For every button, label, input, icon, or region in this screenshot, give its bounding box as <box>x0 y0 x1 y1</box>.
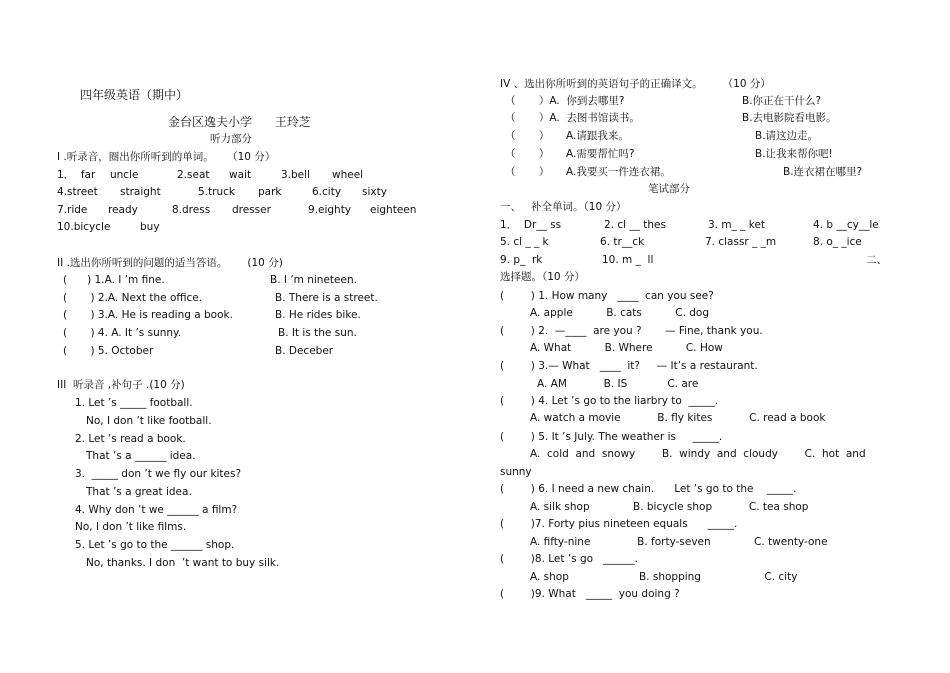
section2-question: ( ) 2.A. Next the office. <box>63 292 203 304</box>
word-option: park <box>258 186 282 198</box>
word-blank: 8. o_ _ice <box>813 236 862 248</box>
word-option: dresser <box>232 204 271 216</box>
section6-question: ( ) 6. I need a new chain. Let ’s go to the _____. <box>500 483 797 495</box>
section4-heading: IV 、选出你所听到的英语句子的正确译文。 （10 分） <box>500 78 771 90</box>
section4-option-b: B.让我来帮你吧! <box>755 148 833 160</box>
section3-line: No, I don ’t like films. <box>75 521 187 533</box>
section3-line: 5. Let ’s go to the ______ shop. <box>75 539 235 551</box>
word-option: 8.dress <box>172 204 211 216</box>
section2-question: ( ) 5. October <box>63 345 154 357</box>
word-option: 4.street <box>57 186 98 198</box>
school-teacher: 金台区逸夫小学 王玲芝 <box>168 115 311 129</box>
word-blank: 3. m_ _ ket <box>708 219 766 231</box>
section6-heading: 选择题。（10 分） <box>500 271 585 283</box>
section6-options: A. watch a movie B. fly kites C. read a book <box>530 412 826 424</box>
word-option: 9.eighty <box>308 204 352 216</box>
section4-option-b: B.请这边走。 <box>755 130 819 142</box>
section5-heading: 一、 补全单词。（10 分） <box>500 201 627 213</box>
section4-item: （ ） A.请跟我来。 <box>505 130 629 142</box>
word-option: ready <box>108 204 138 216</box>
section3-line: That ’s a great idea. <box>86 486 192 498</box>
section6-number: 二、 <box>866 254 887 266</box>
section3-line: No, thanks. I don ’t want to buy silk. <box>86 557 280 569</box>
section6-options: A. AM B. IS C. are <box>537 378 699 390</box>
section3-line: No, I don ’t like football. <box>86 415 212 427</box>
section6-question: ( )8. Let ’s go ______. <box>500 553 638 565</box>
word-option: 6.city <box>312 186 342 198</box>
section3-line: That ’s a ______ idea. <box>86 450 196 462</box>
word-option: uncle <box>110 169 139 181</box>
section4-option-b: B.你正在干什么? <box>742 95 822 107</box>
section1-heading: I .听录音，圈出你所听到的单词。 （10 分） <box>57 151 276 163</box>
section2-option-b: B. There is a street. <box>275 292 378 304</box>
section6-question: ( )9. What _____ you doing ? <box>500 588 680 600</box>
listening-part-heading: 听力部分 <box>210 133 252 145</box>
section4-option-b: B.连衣裙在哪里? <box>783 166 863 178</box>
section2-option-b: B. I ’m nineteen. <box>270 274 357 286</box>
section3-line: 3. _____ don ’t we fly our kites? <box>75 468 242 480</box>
section6-question: ( )7. Forty pius nineteen equals _____. <box>500 518 738 530</box>
doc-title: 四年级英语（期中） <box>80 88 189 102</box>
section6-question: ( ) 1. How many ____ can you see? <box>500 290 714 302</box>
word-blank: 1． Dr__ ss <box>500 219 562 231</box>
section2-option-b: B. It is the sun. <box>278 327 357 339</box>
section2-question: ( ) 3.A. He is reading a book. <box>63 309 233 321</box>
section3-line: 1. Let ’s _____ football. <box>75 397 193 409</box>
word-option: wait <box>229 169 252 181</box>
section2-option-b: B. He rides bike. <box>275 309 361 321</box>
word-option: buy <box>140 221 160 233</box>
word-option: eighteen <box>370 204 417 216</box>
section6-options: A. silk shop B. bicycle shop C. tea shop <box>530 501 809 513</box>
word-option: 7.ride <box>57 204 88 216</box>
word-option: 10.bicycle <box>57 221 111 233</box>
written-part-heading: 笔试部分 <box>648 183 690 195</box>
section4-item: （ ）A. 去图书馆读书。 <box>505 112 640 124</box>
section6-options: A. apple B. cats C. dog <box>530 307 710 319</box>
section4-item: （ ） A.我要买一件连衣裙。 <box>505 166 671 178</box>
section4-item: （ ）A. 你到去哪里? <box>505 95 625 107</box>
section6-options: A. cold and snowy B. windy and cloudy C. hot and <box>530 448 866 460</box>
section3-line: 4. Why don ’t we ______ a film? <box>75 504 238 516</box>
word-blank: 4. b __cy__le <box>813 219 879 231</box>
word-option: sixty <box>362 186 387 198</box>
word-blank: 9. p_ rk <box>500 254 543 266</box>
section2-question: ( ) 1.A. I ’m fine. <box>63 274 165 286</box>
section6-options: A. shop B. shopping C. city <box>530 571 798 583</box>
section2-question: ( ) 4. A. It ’s sunny. <box>63 327 182 339</box>
word-option: 5.truck <box>198 186 235 198</box>
word-blank: 2. cl __ thes <box>604 219 666 231</box>
word-blank: 10. m _ ll <box>602 254 654 266</box>
word-option: 1． far <box>57 169 96 181</box>
section6-options: A. fifty-nine B. forty-seven C. twenty-one <box>530 536 828 548</box>
section4-option-b: B.去电影院看电影。 <box>742 112 837 124</box>
word-option: 2.seat <box>177 169 210 181</box>
section6-options-wrap: sunny <box>500 466 532 478</box>
section6-question: ( ) 4. Let ’s go to the liarbry to _____. <box>500 395 719 407</box>
word-blank: 7. classr _ _m <box>705 236 777 248</box>
section6-question: ( ) 3.— What ____ it? — It’s a restaurant. <box>500 360 758 372</box>
section3-heading: III 听录音 ,补句子 .(10 分) <box>57 379 185 391</box>
word-blank: 6. tr__ck <box>600 236 645 248</box>
section2-option-b: B. Deceber <box>275 345 334 357</box>
word-blank: 5. cl _ _ k <box>500 236 549 248</box>
section3-line: 2. Let ’s read a book. <box>75 433 186 445</box>
word-option: straight <box>120 186 161 198</box>
section6-question: ( ) 5. It ’s July. The weather is _____. <box>500 431 723 443</box>
section2-heading: II .选出你所听到的问题的适当答语。 (10 分) <box>57 257 283 269</box>
word-option: 3.bell <box>281 169 310 181</box>
section6-options: A. What B. Where C. How <box>530 342 723 354</box>
section6-question: ( ) 2. —____ are you ? — Fine, thank you. <box>500 325 763 337</box>
section4-item: （ ） A.需要帮忙吗? <box>505 148 635 160</box>
word-option: wheel <box>332 169 364 181</box>
